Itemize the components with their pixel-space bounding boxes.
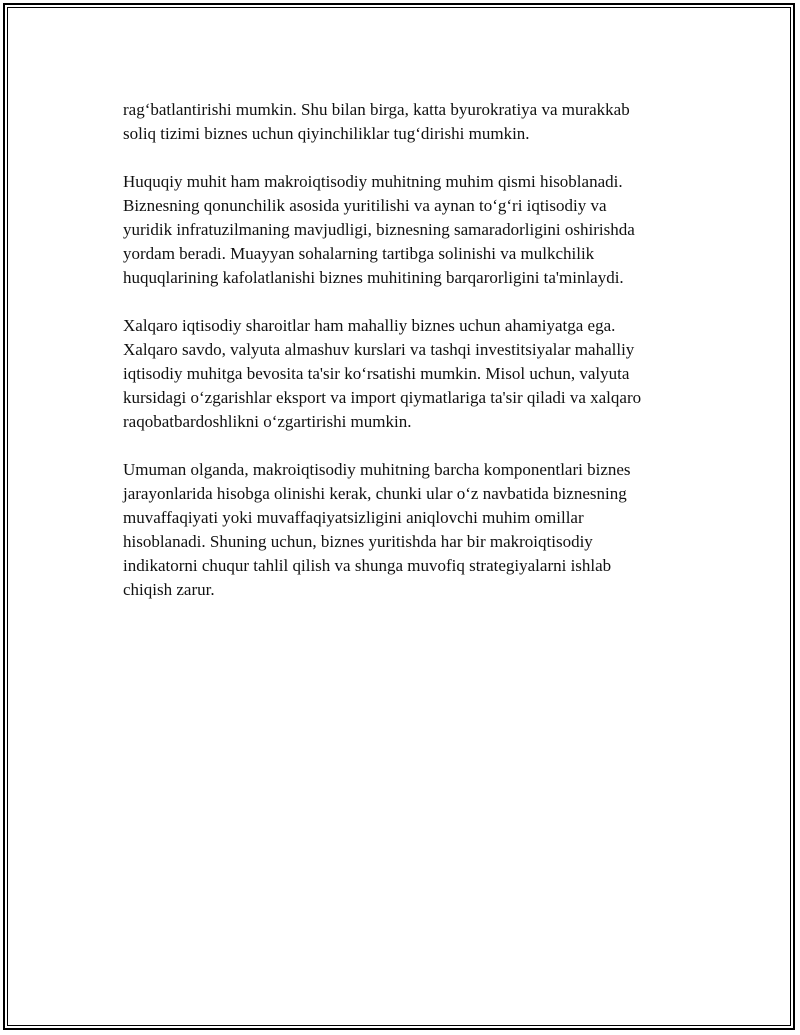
paragraph-3: Xalqaro iqtisodiy sharoitlar ham mahalliy biznes uchun ahamiyatga ega. Xalqaro savdo, valyuta almashuv kurslari va tashqi investitsiyalar mahalliy iqtisodiy muhitga bevosita ta'sir ko‘rsatishi mumkin. Misol uchun, valyuta kursidagi o‘zgarishlar eksport va import qiymatlariga ta'sir qiladi va xalqaro raqobatbardoshlikni o‘zgartirishi mumkin. (123, 316, 642, 431)
paragraph-4: Umuman olganda, makroiqtisodiy muhitning barcha komponentlari biznes jarayonlarida hisobga olinishi kerak, chunki ular o‘z navbatida biznesning muvaffaqiyati yoki muvaffaqiyatsizligini aniqlovchi muhim omillar hisoblanadi. Shuning uchun, biznes yuritishda har bir makroiqtisodiy indikatorni chuqur tahlil qilish va shunga muvofiq strategiyalarni ishlab chiqish zarur. (123, 460, 631, 599)
page-frame (3, 3, 795, 1030)
document-body (123, 98, 703, 626)
paragraph-2: Huquqiy muhit ham makroiqtisodiy muhitning muhim qismi hisoblanadi. Biznesning qonunchilik asosida yuritilishi va aynan to‘g‘ri iqtisodiy va yuridik infratuzilmaning mavjudligi, biznesning samaradorligini oshirishda yordam beradi. Muayyan sohalarning tartibga solinishi va mulkchilik huquqlarining kafolatlanishi biznes muhitining barqarorligini ta'minlaydi. (123, 172, 635, 287)
paragraph-1: rag‘batlantirishi mumkin. Shu bilan birga, katta byurokratiya va murakkab soliq tizimi biznes uchun qiyinchiliklar tug‘dirishi mumkin. (123, 100, 630, 143)
